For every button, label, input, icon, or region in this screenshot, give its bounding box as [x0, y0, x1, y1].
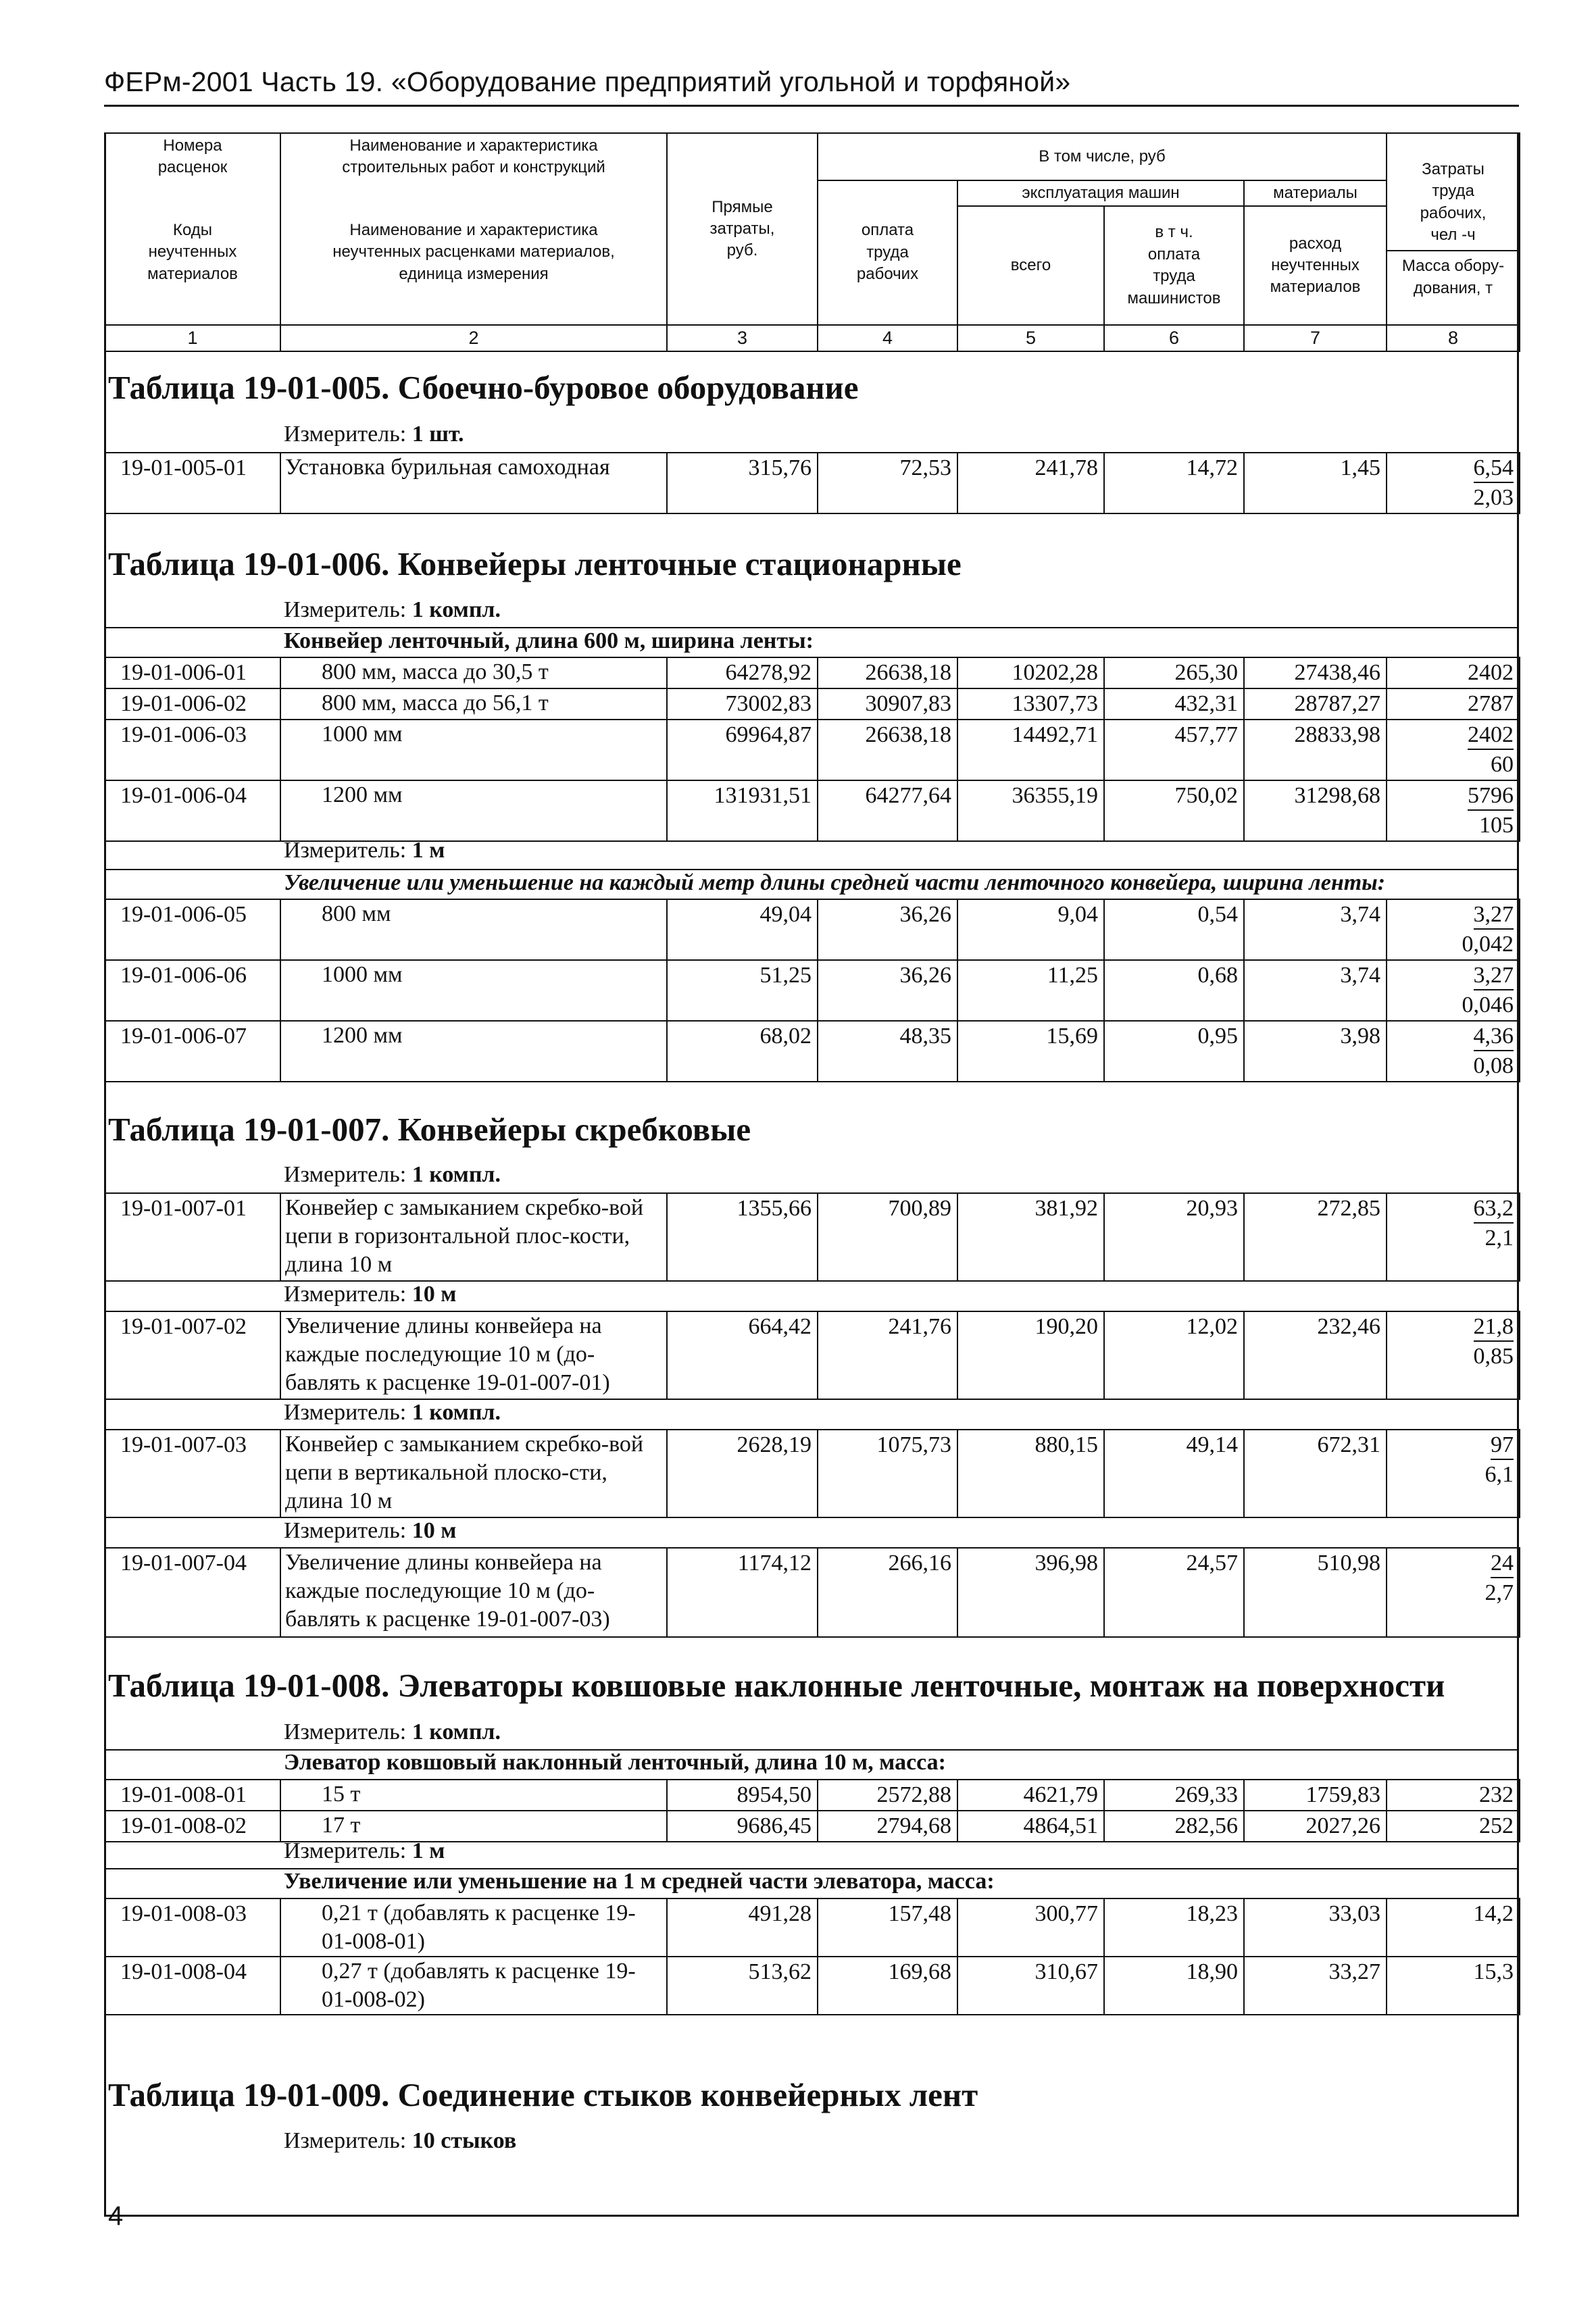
direct-cost: 1355,66: [667, 1193, 818, 1281]
machines-cost: 880,15: [957, 1430, 1104, 1517]
section-title: Таблица 19-01-009. Соединение стыков конвейерных лент: [108, 2076, 978, 2113]
materials-cost: 3,98: [1244, 1021, 1387, 1082]
labor-cost: 2794,68: [818, 1811, 957, 1842]
machines-cost: 36355,19: [957, 780, 1104, 841]
row-code: 19-01-005-01: [105, 453, 280, 513]
operators-cost: 265,30: [1104, 657, 1244, 688]
table-row-group: [104, 1898, 1520, 2015]
machines-header: эксплуатация машин: [957, 180, 1244, 206]
materials-header: материалы: [1244, 180, 1387, 206]
machines-cost: 4621,79: [957, 1780, 1104, 1811]
measure-line: Измеритель: 1 шт.: [284, 422, 464, 447]
in-total-header: В том числе, руб: [818, 133, 1387, 180]
section-title: Таблица 19-01-007. Конвейеры скребковые: [108, 1111, 751, 1148]
row-code: 19-01-006-03: [105, 720, 280, 780]
row-name: 1200 мм: [280, 1021, 667, 1082]
labor-hours-mass: 5796 105: [1387, 780, 1520, 841]
measure-line: Измеритель: 1 компл.: [284, 1400, 501, 1425]
row-code: 19-01-006-07: [105, 1021, 280, 1082]
operators-cost: 49,14: [1104, 1430, 1244, 1517]
materials-cost: 3,74: [1244, 899, 1387, 960]
row-code: 19-01-007-01: [105, 1193, 280, 1281]
col7-header: расход неучтенных материалов: [1244, 206, 1387, 325]
labor-hours-mass: 2402 60: [1387, 720, 1520, 780]
col-number: 4: [818, 325, 957, 351]
row-group-heading: Элеватор ковшовый наклонный ленточный, длина 10 м, масса:: [284, 1750, 946, 1775]
labor-hours-mass: 21,8 0,85: [1387, 1311, 1520, 1399]
materials-cost: 1759,83: [1244, 1780, 1387, 1811]
col3-header: Прямые затраты, руб.: [667, 133, 818, 325]
materials-cost: 272,85: [1244, 1193, 1387, 1281]
labor-hours: 252: [1387, 1811, 1520, 1842]
col-number: 6: [1104, 325, 1244, 351]
labor-cost: 169,68: [818, 1957, 957, 2015]
row-code: 19-01-008-03: [105, 1898, 280, 1957]
machines-cost: 381,92: [957, 1193, 1104, 1281]
labor-cost: 26638,18: [818, 657, 957, 688]
machines-cost: 241,78: [957, 453, 1104, 513]
materials-cost: 33,27: [1244, 1957, 1387, 2015]
measure-line: Измеритель: 1 компл.: [284, 597, 501, 622]
direct-cost: 131931,51: [667, 780, 818, 841]
direct-cost: 68,02: [667, 1021, 818, 1082]
col8-header: Затраты труда рабочих, чел -ч Масса обору- дования, т: [1387, 133, 1520, 325]
measure-line: Измеритель: 1 компл.: [284, 1719, 501, 1744]
operators-cost: 457,77: [1104, 720, 1244, 780]
row-group-heading: Увеличение или уменьшение на каждый метр длины средней части ленточного конвейера, ширина ленты:: [284, 870, 1386, 895]
direct-cost: 64278,92: [667, 657, 818, 688]
header-rule: [104, 105, 1519, 107]
direct-cost: 664,42: [667, 1311, 818, 1399]
col4-header: оплата труда рабочих: [818, 180, 957, 325]
operators-cost: 24,57: [1104, 1548, 1244, 1637]
operators-cost: 269,33: [1104, 1780, 1244, 1811]
table-row: [104, 1192, 1520, 1282]
direct-cost: 2628,19: [667, 1430, 818, 1517]
direct-cost: 1174,12: [667, 1548, 818, 1637]
operators-cost: 750,02: [1104, 780, 1244, 841]
row-name: 15 т: [280, 1780, 667, 1811]
direct-cost: 491,28: [667, 1898, 818, 1957]
machines-cost: 9,04: [957, 899, 1104, 960]
col-number: 5: [957, 325, 1104, 351]
labor-hours: 14,2: [1387, 1898, 1520, 1957]
labor-cost: 241,76: [818, 1311, 957, 1399]
row-code: 19-01-008-04: [105, 1957, 280, 2015]
table-row-group: [104, 657, 1520, 842]
labor-cost: 26638,18: [818, 720, 957, 780]
machines-cost: 11,25: [957, 960, 1104, 1021]
table-row-group: [104, 1779, 1520, 1842]
col2-header-top: Наименование и характеристика строительных работ и конструкций: [280, 133, 667, 180]
materials-cost: 232,46: [1244, 1311, 1387, 1399]
labor-cost: 30907,83: [818, 688, 957, 720]
row-group-heading: Конвейер ленточный, длина 600 м, ширина ленты:: [284, 628, 814, 653]
labor-hours-mass: 4,36 0,08: [1387, 1021, 1520, 1082]
machines-cost: 396,98: [957, 1548, 1104, 1637]
materials-cost: 28833,98: [1244, 720, 1387, 780]
row-code: 19-01-008-01: [105, 1780, 280, 1811]
table-row: [104, 1311, 1520, 1400]
table-row: [104, 1429, 1520, 1518]
labor-cost: 72,53: [818, 453, 957, 513]
running-header: ФЕРм-2001 Часть 19. «Оборудование предприятий угольной и торфяной»: [104, 66, 1071, 97]
labor-cost: 700,89: [818, 1193, 957, 1281]
direct-cost: 9686,45: [667, 1811, 818, 1842]
materials-cost: 672,31: [1244, 1430, 1387, 1517]
row-code: 19-01-006-04: [105, 780, 280, 841]
table-row: [104, 1547, 1520, 1638]
machines-cost: 13307,73: [957, 688, 1104, 720]
direct-cost: 315,76: [667, 453, 818, 513]
operators-cost: 20,93: [1104, 1193, 1244, 1281]
row-code: 19-01-006-05: [105, 899, 280, 960]
direct-cost: 8954,50: [667, 1780, 818, 1811]
machines-cost: 15,69: [957, 1021, 1104, 1082]
materials-cost: 2027,26: [1244, 1811, 1387, 1842]
direct-cost: 51,25: [667, 960, 818, 1021]
page-number: 4: [108, 2201, 124, 2231]
labor-cost: 36,26: [818, 899, 957, 960]
materials-cost: 1,45: [1244, 453, 1387, 513]
row-code: 19-01-007-03: [105, 1430, 280, 1517]
operators-cost: 18,90: [1104, 1957, 1244, 2015]
col-number: 3: [667, 325, 818, 351]
col1-header-top: Номера расценок: [105, 133, 280, 180]
machines-cost: 14492,71: [957, 720, 1104, 780]
table-row: [104, 452, 1520, 514]
col1-header-bottom: Коды неучтенных материалов: [105, 180, 280, 325]
row-name: Конвейер с замыканием скребко-вой цепи в вертикальной плоско-сти, длина 10 м: [280, 1430, 667, 1517]
labor-cost: 1075,73: [818, 1430, 957, 1517]
row-name: 1000 мм: [280, 960, 667, 1021]
row-name: Увеличение длины конвейера на каждые последующие 10 м (до-бавлять к расценке 19-01-007-03): [280, 1548, 667, 1637]
row-code: 19-01-007-04: [105, 1548, 280, 1637]
operators-cost: 0,54: [1104, 899, 1244, 960]
direct-cost: 513,62: [667, 1957, 818, 2015]
operators-cost: 0,68: [1104, 960, 1244, 1021]
labor-cost: 64277,64: [818, 780, 957, 841]
labor-hours-mass: 63,2 2,1: [1387, 1193, 1520, 1281]
labor-cost: 266,16: [818, 1548, 957, 1637]
labor-hours: 2402: [1387, 657, 1520, 688]
section-title: Таблица 19-01-005. Сбоечно-буровое оборудование: [108, 369, 859, 406]
col-number: 8: [1387, 325, 1520, 351]
row-name: 800 мм: [280, 899, 667, 960]
materials-cost: 510,98: [1244, 1548, 1387, 1637]
direct-cost: 69964,87: [667, 720, 818, 780]
row-code: 19-01-008-02: [105, 1811, 280, 1842]
operators-cost: 282,56: [1104, 1811, 1244, 1842]
row-name: 800 мм, масса до 56,1 т: [280, 688, 667, 720]
materials-cost: 28787,27: [1244, 688, 1387, 720]
labor-hours: 232: [1387, 1780, 1520, 1811]
labor-cost: 36,26: [818, 960, 957, 1021]
row-name: 1200 мм: [280, 780, 667, 841]
materials-cost: 3,74: [1244, 960, 1387, 1021]
operators-cost: 14,72: [1104, 453, 1244, 513]
row-name: Увеличение длины конвейера на каждые последующие 10 м (до-бавлять к расценке 19-01-007-01): [280, 1311, 667, 1399]
measure-line: Измеритель: 10 м: [284, 1282, 457, 1307]
labor-hours: 2787: [1387, 688, 1520, 720]
direct-cost: 49,04: [667, 899, 818, 960]
machines-cost: 310,67: [957, 1957, 1104, 2015]
labor-cost: 48,35: [818, 1021, 957, 1082]
col-number: 1: [105, 325, 280, 351]
operators-cost: 18,23: [1104, 1898, 1244, 1957]
table-row-group: [104, 899, 1520, 1082]
measure-line: Измеритель: 1 м: [284, 1838, 445, 1863]
labor-hours-mass: 97 6,1: [1387, 1430, 1520, 1517]
col-number: 2: [280, 325, 667, 351]
measure-line: Измеритель: 1 м: [284, 838, 445, 863]
labor-hours: 15,3: [1387, 1957, 1520, 2015]
machines-cost: 190,20: [957, 1311, 1104, 1399]
row-code: 19-01-006-06: [105, 960, 280, 1021]
labor-cost: 2572,88: [818, 1780, 957, 1811]
row-name: Конвейер с замыканием скребко-вой цепи в горизонтальной плос-кости, длина 10 м: [280, 1193, 667, 1281]
row-code: 19-01-007-02: [105, 1311, 280, 1399]
materials-cost: 33,03: [1244, 1898, 1387, 1957]
measure-line: Измеритель: 1 компл.: [284, 1162, 501, 1187]
labor-hours-mass: 3,27 0,042: [1387, 899, 1520, 960]
column-header-table: [104, 132, 1520, 352]
operators-cost: 432,31: [1104, 688, 1244, 720]
section-title: Таблица 19-01-008. Элеваторы ковшовые наклонные ленточные, монтаж на поверхности: [108, 1667, 1445, 1704]
col-number: 7: [1244, 325, 1387, 351]
measure-line: Измеритель: 10 стыков: [284, 2128, 517, 2153]
row-name: 800 мм, масса до 30,5 т: [280, 657, 667, 688]
col6-header: в т ч. оплата труда машинистов: [1104, 206, 1244, 325]
operators-cost: 0,95: [1104, 1021, 1244, 1082]
materials-cost: 31298,68: [1244, 780, 1387, 841]
materials-cost: 27438,46: [1244, 657, 1387, 688]
labor-hours-mass: 3,27 0,046: [1387, 960, 1520, 1021]
row-name: Установка бурильная самоходная: [280, 453, 667, 513]
machines-cost: 10202,28: [957, 657, 1104, 688]
labor-hours-mass: 6,54 2,03: [1387, 453, 1520, 513]
operators-cost: 12,02: [1104, 1311, 1244, 1399]
row-name: 17 т: [280, 1811, 667, 1842]
row-name: 0,21 т (добавлять к расценке 19-01-008-01): [280, 1898, 667, 1957]
col5-header: всего: [957, 206, 1104, 325]
direct-cost: 73002,83: [667, 688, 818, 720]
row-group-heading: Увеличение или уменьшение на 1 м средней части элеватора, масса:: [284, 1869, 995, 1894]
machines-cost: 4864,51: [957, 1811, 1104, 1842]
row-name: 1000 мм: [280, 720, 667, 780]
section-title: Таблица 19-01-006. Конвейеры ленточные стационарные: [108, 545, 962, 582]
machines-cost: 300,77: [957, 1898, 1104, 1957]
row-code: 19-01-006-02: [105, 688, 280, 720]
col2-header-bottom: Наименование и характеристика неучтенных расценками материалов, единица измерения: [280, 180, 667, 325]
row-name: 0,27 т (добавлять к расценке 19-01-008-02): [280, 1957, 667, 2015]
measure-line: Измеритель: 10 м: [284, 1518, 457, 1543]
labor-hours-mass: 24 2,7: [1387, 1548, 1520, 1637]
row-code: 19-01-006-01: [105, 657, 280, 688]
labor-cost: 157,48: [818, 1898, 957, 1957]
